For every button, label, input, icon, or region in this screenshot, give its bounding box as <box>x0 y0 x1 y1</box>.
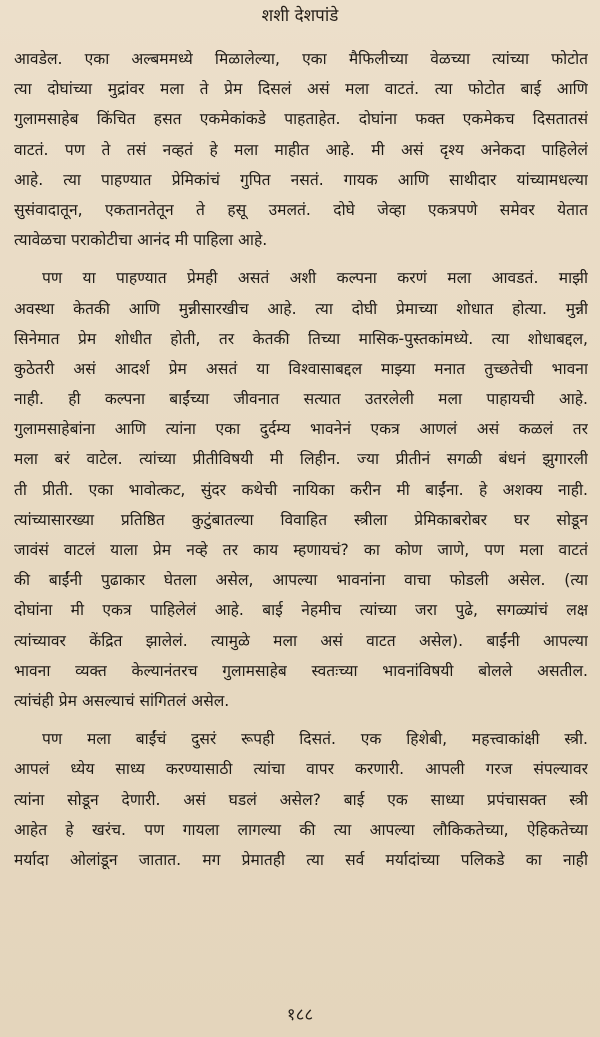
text-line: आहे. त्या पाहण्यात प्रेमिकांचं गुपित नसतं. गायक आणि साथीदार यांच्यामधल्या <box>14 170 588 189</box>
page-number: १८८ <box>286 1005 314 1025</box>
text-line: भावना व्यक्त केल्यानंतरच गुलामसाहेब स्वतःच्या भावनांविषयी बोलले असतील. <box>14 661 588 680</box>
paragraph-2 <box>14 263 588 716</box>
text-line: की बाईंनी पुढाकार घेतला असेल, आपल्या भावनांना वाचा फोडली असेल. (त्या <box>14 571 588 590</box>
text-line: पण या पाहण्यात प्रेमही असतं अशी कल्पना करणं मला आवडतं. माझी <box>42 269 588 288</box>
text-line: वाटतं. पण ते तसं नव्हतं हे मला माहीत आहे. मी असं दृश्य अनेकदा पाहिलेलं <box>14 140 588 159</box>
text-line: त्यांच्यावर केंद्रित झालेलं. त्यामुळे मला असं वाटत असेल). बाईंनी आपल्या <box>14 631 588 650</box>
text-line: त्यांना सोडून देणारी. असं घडलं असेल? बाई एक साध्या प्रपंचासक्त स्त्री <box>14 790 588 809</box>
text-line: दोघांना मी एकत्र पाहिलेलं आहे. बाई नेहमीच त्यांच्या जरा पुढे, सगळ्यांचं लक्ष <box>14 601 588 620</box>
text-line: त्यांच्यासारख्या प्रतिष्ठित कुटुंबातल्या विवाहित स्त्रीला प्रेमिकाबरोबर घर सोडून <box>14 510 588 529</box>
paragraph-1 <box>14 44 588 255</box>
text-line: अवस्था केतकी आणि मुन्नीसारखीच आहे. त्या दोघी प्रेमाच्या शोधात होत्या. मुन्नी <box>14 299 588 318</box>
text-line: गुलामसाहेबांना आणि त्यांना एका दुर्दम्य भावनेनं एकत्र आणलं असं कळलं तर <box>14 420 588 439</box>
text-line: ती प्रीती. एका भावोत्कट, सुंदर कथेची नायिका करीन मी बाईंना. हे अशक्य नाही. <box>14 480 588 499</box>
text-line: त्या दोघांच्या मुद्रांवर मला ते प्रेम दिसलं असं मला वाटतं. त्या फोटोत बाई आणि <box>14 80 588 99</box>
text-line: आहेत हे खरंच. पण गायला लागल्या की त्या आपल्या लौकिकतेच्या, ऐहिकतेच्या <box>14 820 588 839</box>
text-line: सुसंवादातून, एकतानतेतून ते हसू उमलतं. दोघे जेव्हा एकत्रपणे समेवर येतात <box>14 200 588 219</box>
text-line: मला बरं वाटेल. त्यांच्या प्रीतीविषयी मी लिहीन. ज्या प्रीतीनं सगळी बंधनं झुगारली <box>14 450 588 469</box>
text-line: मर्यादा ओलांडून जातात. मग प्रेमातही त्या सर्व मर्यादांच्या पलिकडे का नाही <box>14 850 588 869</box>
text-line: गुलामसाहेब किंचित हसत एकमेकांकडे पाहताहेत. दोघांना फक्त एकमेकच दिसतातसं <box>14 110 588 129</box>
text-line: आवडेल. एका अल्बममध्ये मिळालेल्या, एका मैफिलीच्या वेळच्या त्यांच्या फोटोत <box>14 50 588 68</box>
text-line: जावंसं वाटलं याला प्रेम नव्हे तर काय म्हणायचं? का कोण जाणे, पण मला वाटतं <box>14 541 588 559</box>
text-line: सिनेमात प्रेम शोधीत होती, तर केतकी तिच्या मासिक-पुस्तकांमध्ये. त्या शोधाबद्दल, <box>14 329 588 348</box>
running-header: शशी देशपांडे <box>261 6 339 26</box>
text-line: कुठेतरी असं आदर्श प्रेम असतं या विश्वासाबद्दल माझ्या मनात तुच्छतेची भावना <box>14 359 588 378</box>
text-line: पण मला बाईंचं दुसरं रूपही दिसतं. एक हिशेबी, महत्त्वाकांक्षी स्त्री. <box>42 730 588 749</box>
paragraph-3 <box>14 724 588 875</box>
text-line: आपलं ध्येय साध्य करण्यासाठी त्यांचा वापर करणारी. आपली गरज संपल्यावर <box>14 760 588 779</box>
text-line: त्यावेळचा पराकोटीचा आनंद मी पाहिला आहे. <box>14 231 268 250</box>
text-line: त्यांचंही प्रेम असल्याचं सांगितलं असेल. <box>14 691 230 710</box>
text-line: नाही. ही कल्पना बाईंच्या जीवनात सत्यात उतरलेली मला पाहायची आहे. <box>14 390 588 409</box>
body-text <box>14 44 588 875</box>
